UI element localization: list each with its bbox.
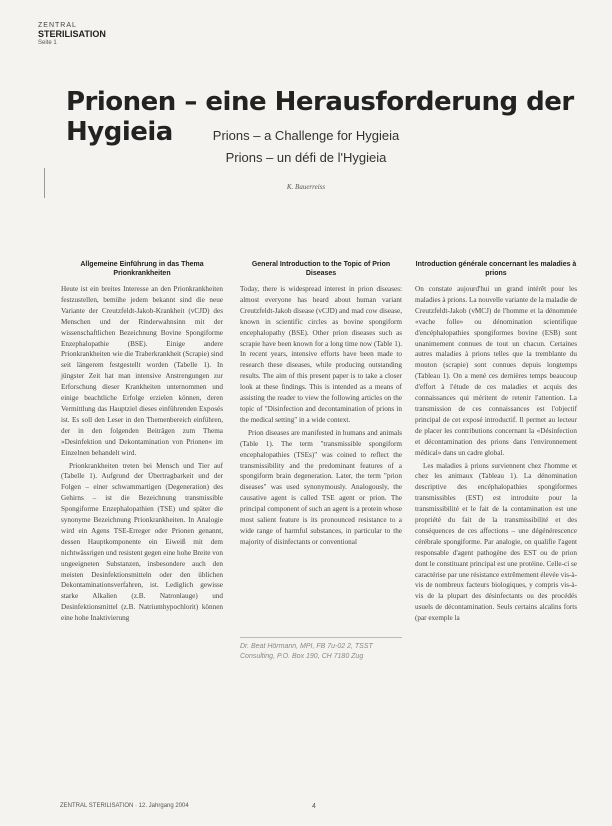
paragraph: Heute ist ein breites Interesse an den Prionkrankheiten festzustellen, bemühe jedem bekannt sind die neue Variante der Creutzfeldt-Jakob-Krankheit (vCJD) des Menschen und der Rinderwahnsinn mit der wissenschaftlichen Bezeichnung Bovine Spongiforme Enzephalopathie (BSE). Einige andere Prionkrankheiten wie die Traberkrankheit (Scrapie) sind seit längerem festgestellt worden (Tabelle 1). In jüngster Zeit hat man intensive Anstrengungen zur Erforschung dieser Krankheiten unternommen und einige beachtliche Erfolge erzielen können, deren Vermittlung das Hauptziel dieses einführenden Exposés ist. Es soll den Leser in den Themenbereich einführen, der in den folgenden Beiträgen zum Thema »Desinfektion und Dekontamination von Prionen« im Einzelnen behandelt wird.	[61, 285, 223, 457]
article-title: Prionen – eine Herausforderung der Hygieia	[66, 87, 574, 147]
logo-sub-text: Seite 1	[38, 40, 57, 46]
column-text	[240, 284, 402, 548]
subtitle-english: Prions – a Challenge for Hygieia	[212, 128, 400, 143]
author-name: K. Bauerreiss	[286, 183, 326, 191]
footer-journal: ZENTRAL STERILISATION · 12. Jahrgang 2004	[60, 803, 189, 809]
paragraph: On constate aujourd'hui un grand intérêt pour les maladies à prions. La nouvelle variante de la maladie de Creutzfeldt-Jakob (vMCJ) de l'homme et la dénommée «vache folle» ou dénomination scientifique d'encéphalopathies spongiformes bovine (ESB) sont unanimement connues de tout un chacun. Certaines autres maladies à prions telles que la tremblante du mouton (scrapie) sont connues depuis longtemps (Tableau 1). On a mené ces dernières temps beaucoup d'effort à l'étude de ces maladies et acquis des connaissances qui méritent de retenir l'attention. La transmission de ces connaissances est l'objectif principal de cet exposé introductif. Il permet au lecteur de placer les contributions concernant la «Désinfection et décontamination des prions dans l'environnement médical» dans un cadre global.	[415, 285, 577, 457]
paragraph: Les maladies à prions surviennent chez l'homme et chez les animaux (Tableau 1). La dénomination descriptive des encéphalopathies spongiformes transmissibles (EST) est introduite pour la transmissibilité et le fait de la contamination est une propriété du fait de la transmissibilité et des conséquences de ces affections – une dégénérescence cérébrale spongiforme. Par analogie, on qualifie l'agent responsable d'agent pathogène des EST ou de prion dont le constituant principal est une protéine. Celle-ci se caractérise par une résistance extrêmement élevée vis-à-vis de nombreux facteurs biologiques, y compris vis-à-vis de la plupart des désinfectants ou des procédés usuels de décontamination. Seuls certains alcalins forts (par exemple la	[415, 461, 577, 623]
column-german	[61, 260, 223, 626]
column-text	[61, 284, 223, 624]
column-text	[415, 284, 577, 624]
logo-top-text: ZENTRAL	[38, 22, 77, 29]
column-english	[240, 260, 402, 550]
column-heading: Allgemeine Einführung in das Thema Prionkrankheiten	[80, 261, 204, 277]
column-heading: General Introduction to the Topic of Prion Diseases	[251, 261, 391, 277]
subtitle-french: Prions – un défi de l'Hygieia	[225, 150, 387, 165]
author-address: Dr. Beat Hörmann, MPI, FB 7u-02 2, TSST Consulting, P.O. Box 190, CH 7180 Zug	[240, 637, 402, 662]
journal-logo	[38, 22, 148, 47]
column-heading: Introduction générale concernant les maladies à prions	[415, 261, 577, 277]
paragraph: Today, there is widespread interest in prion diseases: almost everyone has heard about human variant Creutzfeldt-Jakob disease (vCJD) and mad cow disease, known in scientific circles as bovine spongiform encephalopathy (BSE). Other prion diseases such as scrapie have been known for a long time now (Table 1). In recent years, intensive efforts have been made to research these diseases, while producing outstanding results. The aim of this present paper is to take a closer look at these findings. This is intended as a means of assisting the reader to view the following articles on the topic of "Disinfection and decontamination of prions in the medical setting" in a wide context.	[240, 285, 402, 424]
paragraph: Prion diseases are manifested in humans and animals (Table 1). The term "transmissible spongiform encephalopathies (TSEs)" was coined to reflect the transmissibility and the predominant features of a spongiform brain degeneration. Later, the term "prion diseases" was used synonymously. Analogously, the causative agent is called TSE agent or prion. The principal component of such an agent is a protein whose most salient feature is its pronounced resistance to a wide range of harmful substances, in particular to the majority of disinfectants or conventional	[240, 428, 402, 546]
column-french	[415, 260, 577, 626]
page-number: 4	[312, 803, 316, 810]
paragraph: Prionkrankheiten treten bei Mensch und Tier auf (Tabelle 1). Aufgrund der Übertragbarkeit und der Folgen – einer schwammartigen (Degeneration) des Gehirns – ist die Bezeichnung transmissible Spongiforme Enzephalopathien (TSE) und später die synonyme Bezeichnung Prionkrankheiten. In Analogie wird ein Agens TSE-Erreger oder Prionen genannt, dessen Hauptkomponente ein Eiweiß mit dem nichtwässrigen und resistent gegen eine hohe Breite von ungeeigneten Substanzen, insbesondere auch den meisten Desinfektionsmitteln oder den üblichen Dekontaminationsverfahren, ist. Lediglich gewisse starke Alkalien (z.B. Natronlauge) und Desinfektionsmittel (z.B. Natriumhypochlorit) können eine hohe Inaktivierung	[61, 461, 223, 623]
logo-main-text: STERILISATION	[38, 29, 106, 39]
